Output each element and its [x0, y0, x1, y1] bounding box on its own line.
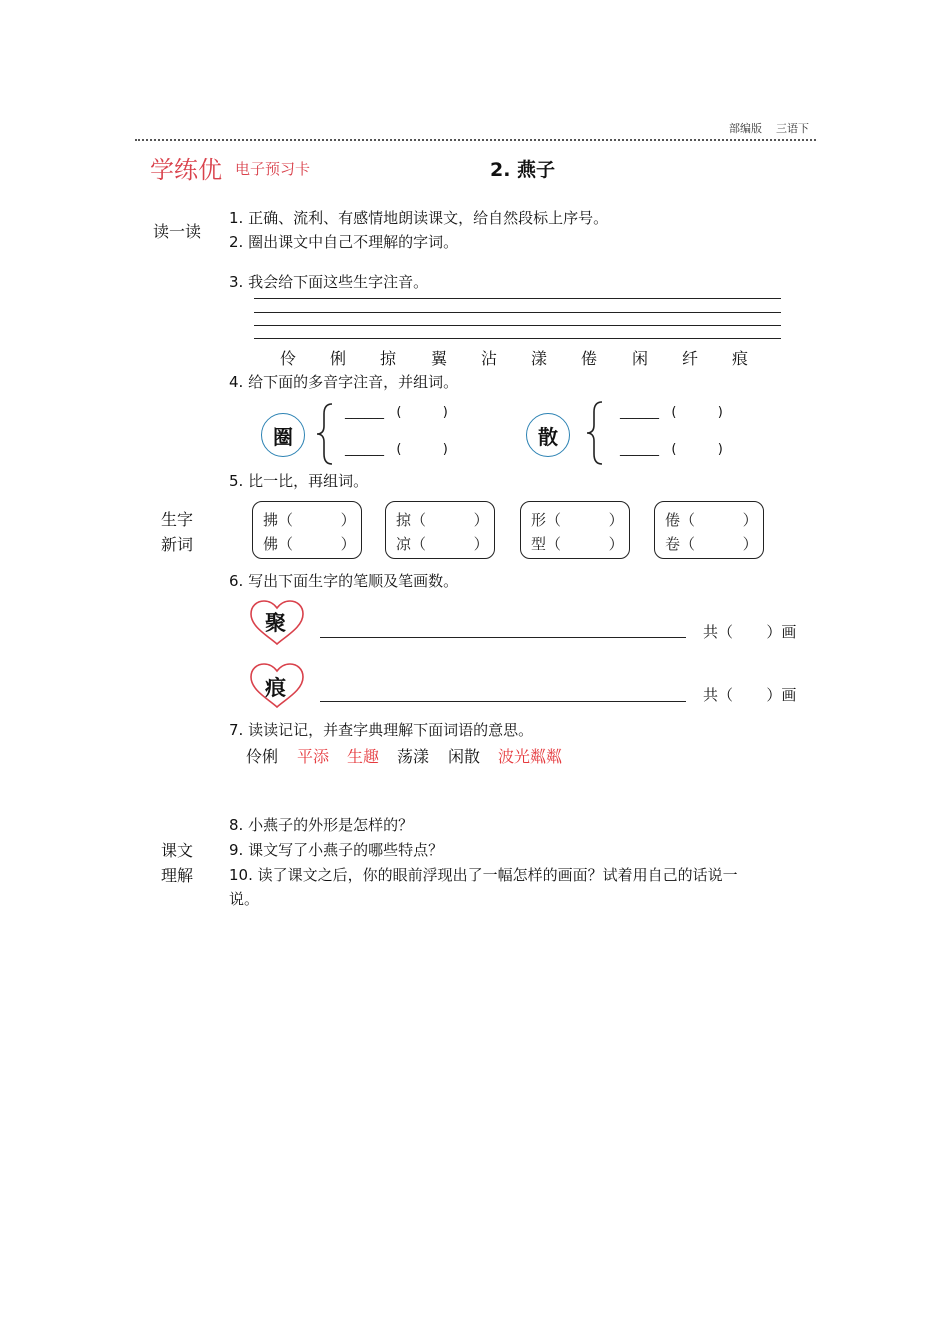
vocab-word-highlight: 平添: [297, 747, 330, 766]
question-6: 6. 写出下面生字的笔顺及笔画数。: [229, 572, 459, 590]
stroke-count-2: 共（ ）画: [703, 686, 797, 704]
polyphone-2-row-1: ______ ( ): [620, 405, 723, 420]
compare-item: 佛（ ）: [263, 535, 356, 553]
brand-subtitle: 电子预习卡: [235, 160, 311, 178]
question-9: 9. 课文写了小燕子的哪些特点？: [229, 841, 444, 859]
polyphone-1-row-2: ______ ( ): [345, 442, 448, 457]
polyphone-2-row-2: ______ ( ): [620, 442, 723, 457]
vocab-word-highlight: 波光粼粼: [498, 747, 563, 766]
vocab-word: 伶俐: [246, 747, 279, 766]
compare-item: 形（ ）: [531, 511, 624, 529]
pinyin-line-2: [254, 312, 781, 313]
polyphone-char-2: 散: [526, 413, 570, 457]
brand-logo-text: 学练优: [150, 156, 222, 184]
question-10-line-2: 说。: [229, 890, 260, 908]
compare-item: 卷（ ）: [665, 535, 758, 553]
pinyin-char: 伶: [280, 349, 297, 368]
pinyin-char: 俐: [330, 349, 347, 368]
pinyin-line-top: [254, 298, 781, 299]
vocab-word: 荡漾: [397, 747, 430, 766]
brace-icon: [584, 400, 606, 466]
polyphone-1-row-1: ______ ( ): [345, 405, 448, 420]
edition-label: 部编版: [729, 122, 762, 135]
question-4: 4. 给下面的多音字注音，并组词。: [229, 373, 459, 391]
stroke-char-2: 痕: [265, 676, 286, 700]
grade-label: 三语下: [776, 122, 809, 135]
pinyin-char: 痕: [732, 349, 749, 368]
page-title: 2. 燕子: [490, 159, 556, 181]
compare-box: [385, 501, 495, 559]
pinyin-char: 漾: [531, 349, 548, 368]
polyphone-char-1: 圈: [261, 413, 305, 457]
stroke-char-1: 聚: [265, 611, 286, 635]
compare-box: [520, 501, 630, 559]
question-1: 1. 正确、流利、有感情地朗读课文，给自然段标上序号。: [229, 209, 609, 227]
compare-box: [654, 501, 764, 559]
question-10-line-1: 10. 读了课文之后，你的眼前浮现出了一幅怎样的画面？试着用自己的话说一: [229, 866, 738, 884]
stroke-order-line: [320, 701, 686, 702]
question-7: 7. 读读记记，并查字典理解下面词语的意思。: [229, 721, 534, 739]
compare-item: 型（ ）: [531, 535, 624, 553]
pinyin-char: 沾: [481, 349, 498, 368]
pinyin-char: 掠: [380, 349, 397, 368]
pinyin-char: 翼: [431, 349, 448, 368]
pinyin-char: 倦: [581, 349, 598, 368]
question-8: 8. 小燕子的外形是怎样的？: [229, 816, 414, 834]
header-divider: [135, 139, 816, 141]
section-understand-1: 课文: [161, 841, 194, 860]
question-2: 2. 圈出课文中自己不理解的字词。: [229, 233, 459, 251]
section-read: 读一读: [153, 222, 202, 241]
compare-box: [252, 501, 362, 559]
section-words-1: 生字: [161, 510, 194, 529]
vocab-word: 闲散: [448, 747, 481, 766]
stroke-order-line: [320, 637, 686, 638]
compare-item: 倦（ ）: [665, 511, 758, 529]
vocab-word-highlight: 生趣: [347, 747, 380, 766]
pinyin-char: 纤: [682, 349, 699, 368]
stroke-count-1: 共（ ）画: [703, 623, 797, 641]
compare-item: 凉（ ）: [396, 535, 489, 553]
pinyin-line-bottom: [254, 338, 781, 339]
section-understand-2: 理解: [161, 866, 194, 885]
pinyin-char: 闲: [632, 349, 649, 368]
question-5: 5. 比一比，再组词。: [229, 472, 369, 490]
compare-item: 掠（ ）: [396, 511, 489, 529]
compare-item: 拂（ ）: [263, 511, 356, 529]
pinyin-line-3: [254, 325, 781, 326]
brace-icon: [314, 402, 336, 466]
section-words-2: 新词: [161, 535, 194, 554]
question-3: 3. 我会给下面这些生字注音。: [229, 273, 429, 291]
